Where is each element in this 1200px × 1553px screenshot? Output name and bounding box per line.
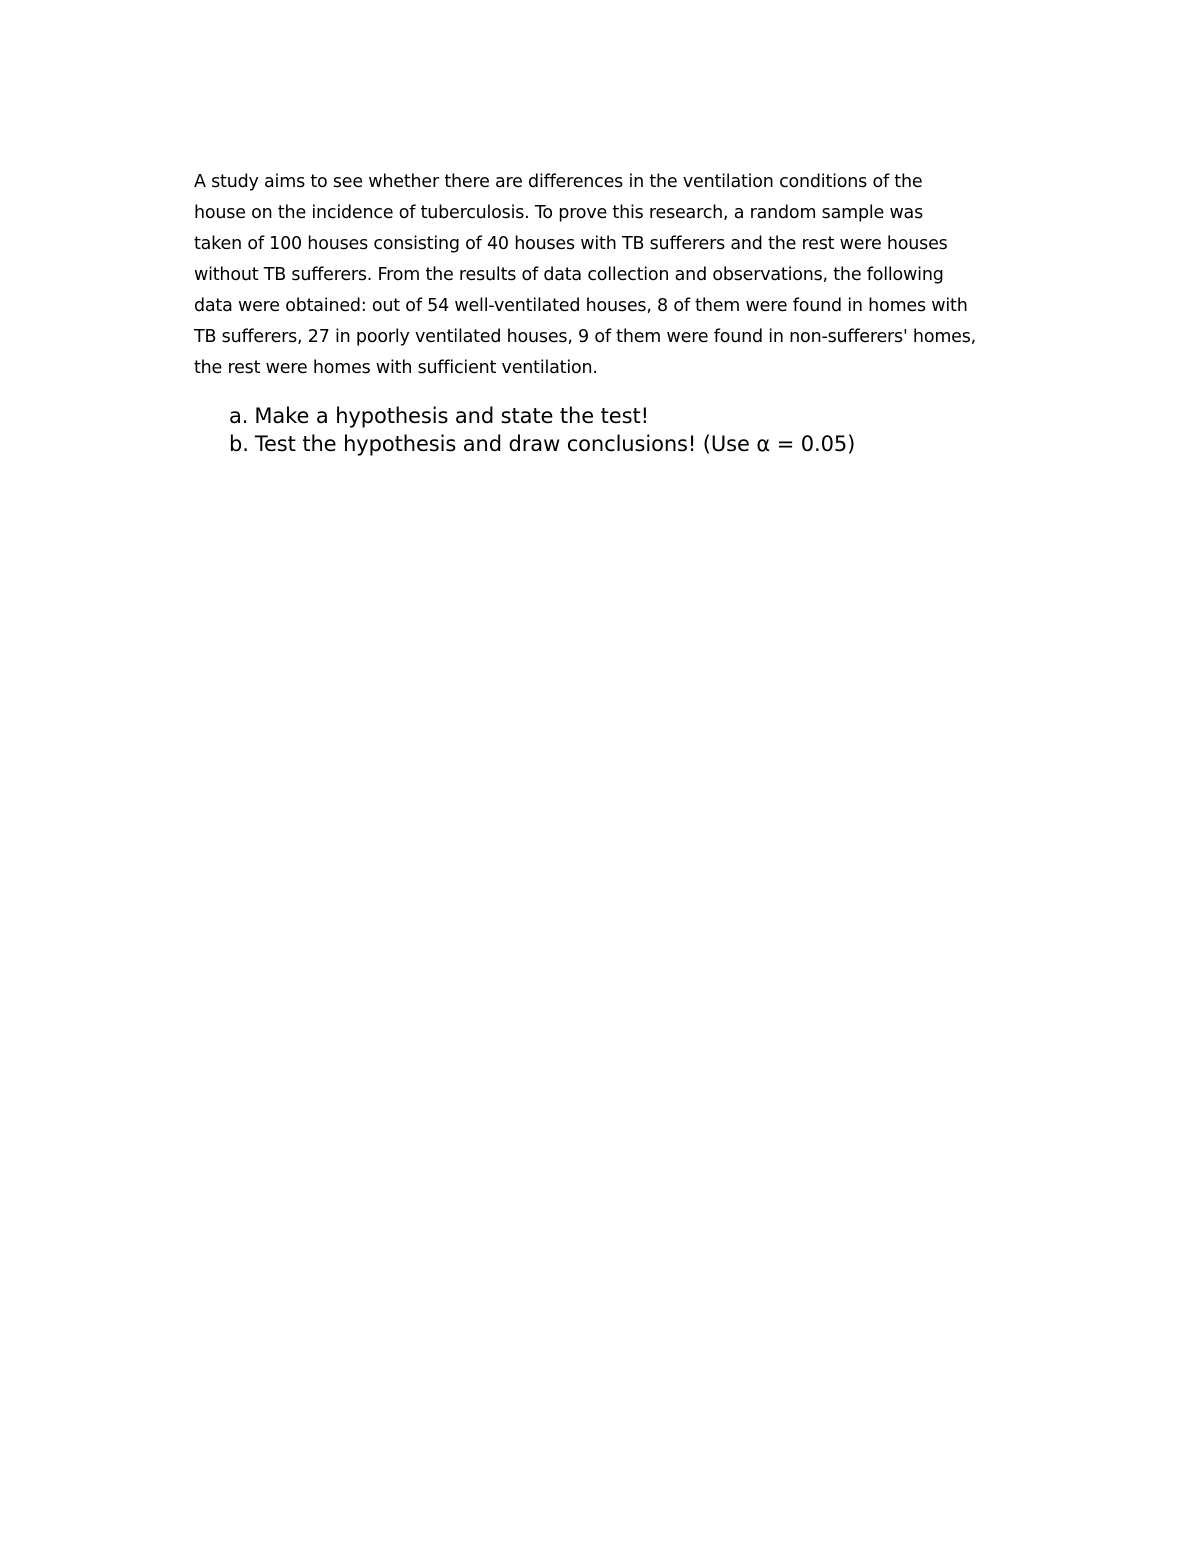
- question-item-a: [229, 402, 855, 430]
- paragraph-line: data were obtained: out of 54 well-ventilated houses, 8 of them were found in homes with: [194, 296, 968, 316]
- paragraph-line: without TB sufferers. From the results of data collection and observations, the following: [194, 265, 944, 285]
- question-text: Make a hypothesis and state the test!: [254, 404, 649, 428]
- list-marker: b.: [229, 432, 249, 456]
- question-text: Test the hypothesis and draw conclusions! (Use α = 0.05): [254, 432, 856, 456]
- problem-paragraph: [194, 167, 1054, 384]
- question-list: [229, 402, 855, 458]
- question-item-b: [229, 430, 855, 458]
- paragraph-line: A study aims to see whether there are differences in the ventilation conditions of the: [194, 172, 923, 192]
- paragraph-line: house on the incidence of tuberculosis. To prove this research, a random sample was: [194, 203, 923, 223]
- paragraph-line: taken of 100 houses consisting of 40 houses with TB sufferers and the rest were houses: [194, 234, 948, 254]
- paragraph-line: the rest were homes with sufficient ventilation.: [194, 358, 598, 378]
- paragraph-line: TB sufferers, 27 in poorly ventilated houses, 9 of them were found in non-sufferers' homes,: [194, 327, 977, 347]
- list-marker: a.: [229, 404, 249, 428]
